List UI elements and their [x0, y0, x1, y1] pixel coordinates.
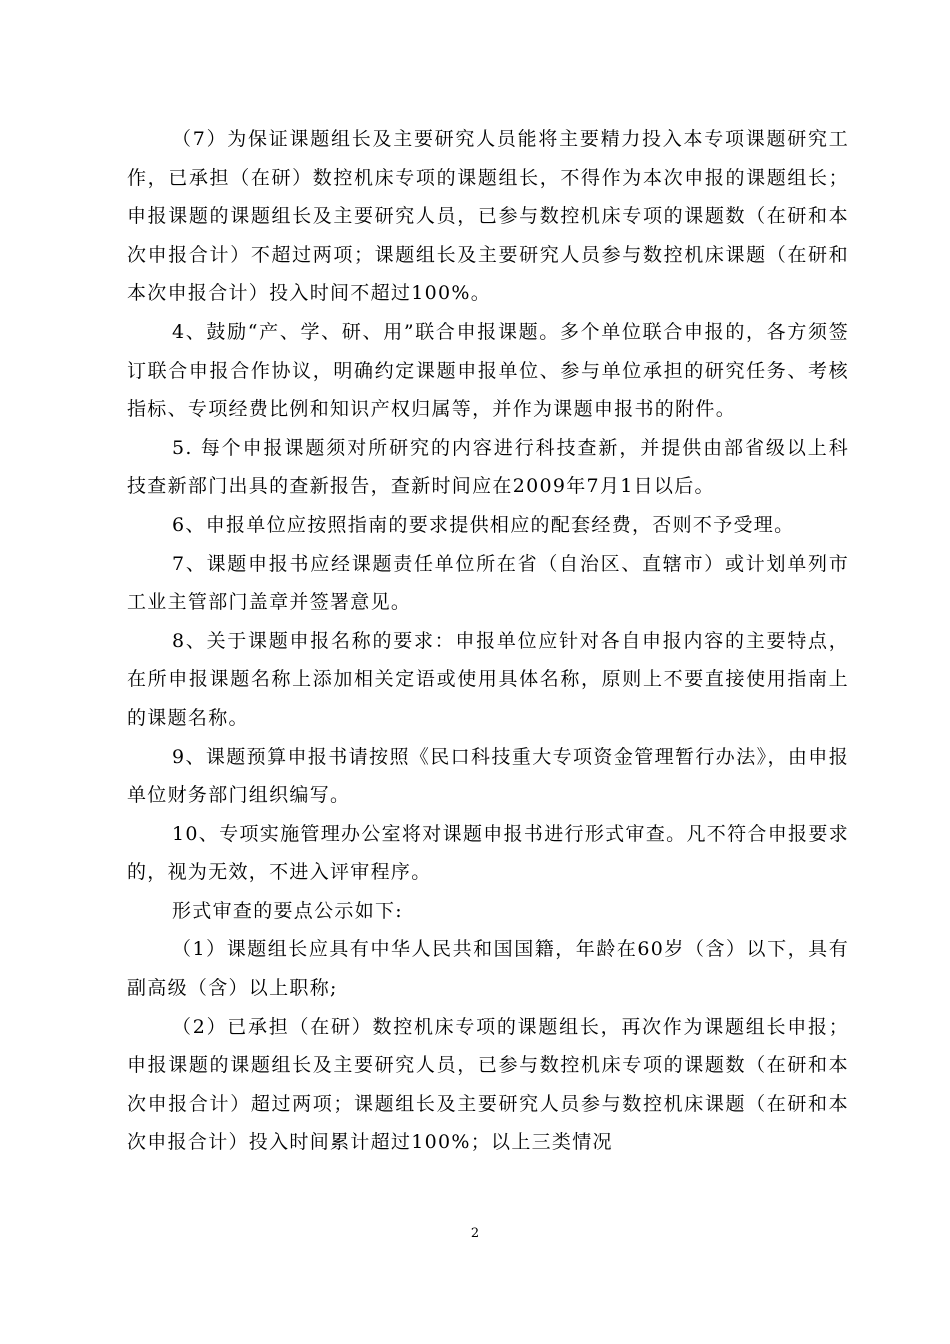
paragraph-review-point-2: （2）已承担（在研）数控机床专项的课题组长，再次作为课题组长申报；申报课题的课题组长及主要研究人员，已参与数控机床专项的课题数（在研和本次申报合计）超过两项；课题组长及主要研究人员参与数控机床课题（在研和本次申报合计）投入时间累计超过100%；以上三类情况	[127, 1015, 849, 1154]
paragraph-topic-naming: 8、关于课题申报名称的要求：申报单位应针对各自申报内容的主要特点，在所申报课题名称上添加相关定语或使用具体名称，原则上不要直接使用指南上的课题名称。	[127, 629, 849, 729]
paragraph-review-points-intro: 形式审查的要点公示如下:	[172, 899, 404, 922]
paragraph-formal-review: 10、专项实施管理办公室将对课题申报书进行形式审查。凡不符合申报要求的，视为无效，不进入评审程序。	[127, 822, 849, 884]
paragraph-matching-funds: 6、申报单位应按照指南的要求提供相应的配套经费，否则不予受理。	[172, 513, 795, 536]
paragraph-item-7-commitment: （7）为保证课题组长及主要研究人员能将主要精力投入本专项课题研究工作，已承担（在研）数控机床专项的课题组长，不得作为本次申报的课题组长；申报课题的课题组长及主要研究人员，已参与数控机床专项的课题数（在研和本次申报合计）不超过两项；课题组长及主要研究人员参与数控机床课题（在研和本次申报合计）投入时间不超过100%。	[127, 128, 849, 305]
paragraph-review-point-1: （1）课题组长应具有中华人民共和国国籍，年龄在60岁（含）以下，具有副高级（含）以上职称;	[127, 938, 849, 1000]
page-number: 2	[470, 1226, 480, 1241]
document-body	[127, 120, 849, 1162]
paragraph-budget: 9、课题预算申报书请按照《民口科技重大专项资金管理暂行办法》，由申报单位财务部门组织编写。	[127, 745, 849, 807]
paragraph-novelty-search: 5. 每个申报课题须对所研究的内容进行科技查新，并提供由部省级以上科技查新部门出具的查新报告，查新时间应在2009年7月1日以后。	[127, 436, 849, 498]
paragraph-joint-application: 4、鼓励“产、学、研、用”联合申报课题。多个单位联合申报的，各方须签订联合申报合作协议，明确约定课题申报单位、参与单位承担的研究任务、考核指标、专项经费比例和知识产权归属等，并作为课题申报书的附件。	[127, 320, 849, 421]
paragraph-seal-approval: 7、课题申报书应经课题责任单位所在省（自治区、直辖市）或计划单列市工业主管部门盖章并签署意见。	[127, 552, 849, 614]
